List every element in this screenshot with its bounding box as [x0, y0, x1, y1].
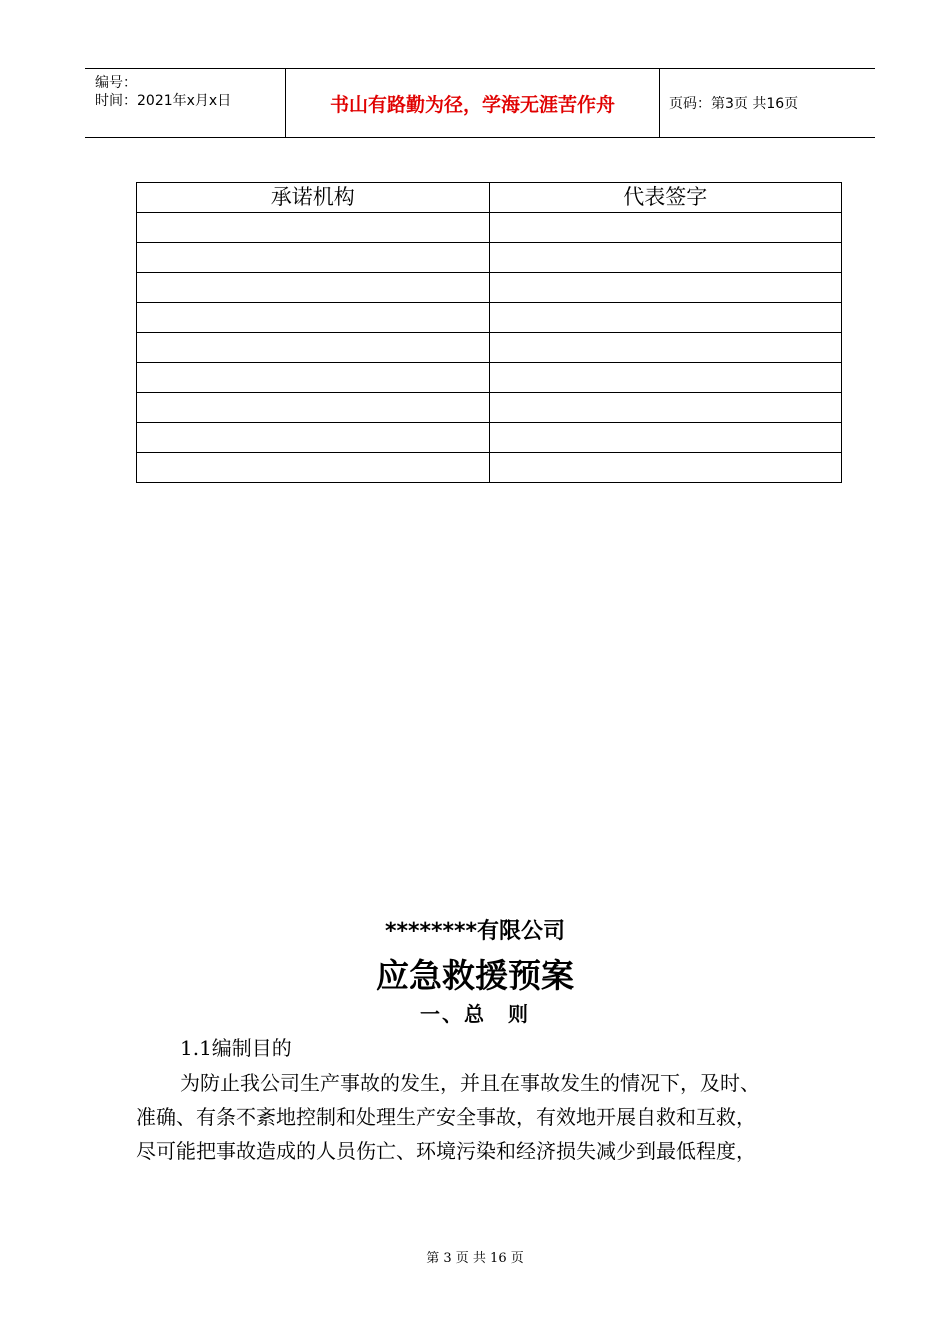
- institution-cell[interactable]: [137, 423, 490, 453]
- institution-cell[interactable]: [137, 213, 490, 243]
- signature-cell[interactable]: [489, 243, 842, 273]
- signature-cell[interactable]: [489, 423, 842, 453]
- institution-cell[interactable]: [137, 453, 490, 483]
- table-row: [137, 363, 842, 393]
- number-label: 编号：: [95, 75, 137, 91]
- paragraph-line: 准确、有条不紊地控制和处理生产安全事故，有效地开展自救和互救，: [136, 1105, 756, 1129]
- table-row: [137, 213, 842, 243]
- company-name: ********有限公司: [384, 919, 566, 944]
- table-header-row: [137, 183, 842, 213]
- institution-cell[interactable]: [137, 393, 490, 423]
- table-row: [137, 423, 842, 453]
- table-row: [137, 303, 842, 333]
- header-meta-cell: [85, 69, 286, 137]
- institution-cell[interactable]: [137, 303, 490, 333]
- document-title: 应急救援预案: [376, 956, 574, 995]
- motto-text: 书山有路勤为径，学海无涯苦作舟: [329, 93, 615, 116]
- page-header: [85, 68, 875, 138]
- table-row: [137, 333, 842, 363]
- table-row: [137, 393, 842, 423]
- page-footer: 第 3 页 共 16 页: [426, 1251, 524, 1266]
- signature-cell[interactable]: [489, 393, 842, 423]
- signature-cell[interactable]: [489, 303, 842, 333]
- table-row: [137, 453, 842, 483]
- institution-cell[interactable]: [137, 333, 490, 363]
- body-paragraph: [136, 1066, 836, 1168]
- col-institution-header: 承诺机构: [137, 183, 490, 213]
- time-label: 时间：2021年x月x日: [95, 93, 232, 109]
- signature-cell[interactable]: [489, 363, 842, 393]
- table-row: [137, 273, 842, 303]
- institution-cell[interactable]: [137, 363, 490, 393]
- table-row: [137, 243, 842, 273]
- institution-cell[interactable]: [137, 273, 490, 303]
- signature-cell[interactable]: [489, 273, 842, 303]
- paragraph-line: 尽可能把事故造成的人员伤亡、环境污染和经济损失减少到最低程度，: [136, 1139, 756, 1163]
- commitment-table-body: [137, 213, 842, 483]
- header-motto-cell: [286, 69, 660, 137]
- signature-cell[interactable]: [489, 333, 842, 363]
- subsection-heading: 1.1编制目的: [180, 1036, 292, 1060]
- header-page-info: 页码：第3页 共16页: [669, 96, 799, 112]
- signature-cell[interactable]: [489, 453, 842, 483]
- institution-cell[interactable]: [137, 243, 490, 273]
- col-signature-header: 代表签字: [489, 183, 842, 213]
- paragraph-line: 为防止我公司生产事故的发生，并且在事故发生的情况下，及时、: [180, 1071, 760, 1095]
- signature-cell[interactable]: [489, 213, 842, 243]
- commitment-table: [136, 182, 842, 483]
- section-heading: 一、总 则: [420, 1002, 530, 1026]
